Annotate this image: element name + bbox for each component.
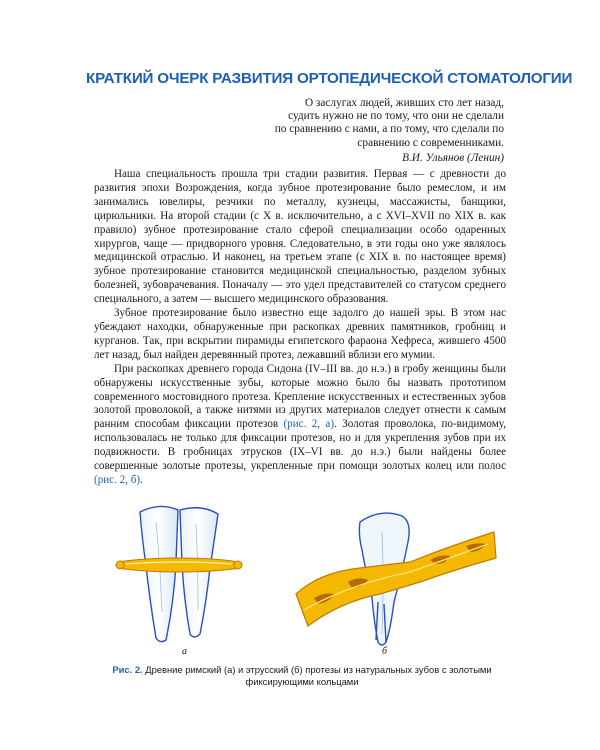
paragraph-text: Наша специальность прошла три стадии развития. Первая — с древности до развития эпохи Возрождения, когда зубное протезирование было ремеслом, и им занимались ювелиры, резчики по металлу, кузнецы, массажисты, банщики, цирюльники. На второй стадии (с X в. исключительно, а с XVI–XVII по XIX в. как правило) зубное протезирование стало сферой специализации особо одаренных хирургов, чаще — придворного уровня. Следовательно, в эти годы оно уже являлось медицинской отраслью. И наконец, на третьем этапе (с XIX в. по настоящее время) зубное протезирование становится медицинской специальностью, разделом зубных болезней, зубоврачевания. Поначалу — это удел представителей со статусом среднего специального, а затем — высшего медицинского образования. bbox=[94, 168, 506, 306]
paragraph-2 bbox=[94, 307, 506, 363]
epigraph-line: сравнению с современниками. bbox=[357, 136, 504, 149]
paragraph-text: . bbox=[140, 473, 143, 486]
caption-number: Рис. 2. bbox=[112, 664, 143, 675]
epigraph bbox=[204, 97, 504, 165]
paragraph-text: При раскопках древнего города Сидона (IV–III вв. до н.э.) в гробу женщины были обнаружены искусственные зубы, которые можно было бы назвать прототипом современного мостовидного протеза. Крепление искусственных и естественных зубов золотой проволокой, а также нитями из других материалов следует отнести к самым ранним способам фиксации протезов bbox=[94, 362, 506, 431]
paragraph-3 bbox=[94, 363, 506, 488]
roman-prosthesis-illustration bbox=[104, 502, 254, 652]
epigraph-line: по сравнению с нами, а по тому, что сделали по bbox=[274, 123, 504, 136]
epigraph-line: О заслугах людей, живших сто лет назад, bbox=[304, 97, 504, 109]
figure-label-a: а bbox=[182, 646, 187, 657]
paragraph-text: Зубное протезирование было известно еще задолго до нашей эры. В этом нас убеждают находки, обнаруженные при раскопках древних памятников, гробниц и курганов. Так, при вскрытии пирамиды египетского фараона Хефреса, жившего 4500 лет назад, был найден деревянный протез, лежавший вблизи его мумии. bbox=[94, 307, 506, 361]
tooth-left bbox=[140, 506, 178, 641]
caption-text: Древние римский (а) и этрусский (б) протезы из натуральных зубов с золотыми фиксирующими кольцами bbox=[142, 664, 492, 687]
figure-label-b: б bbox=[382, 646, 388, 657]
figure-reference-b[interactable]: (рис. 2, б) bbox=[94, 473, 141, 486]
figure-2 bbox=[94, 500, 506, 660]
figure-reference-a[interactable]: (рис. 2, а) bbox=[283, 418, 335, 431]
paragraph-1 bbox=[94, 168, 506, 307]
etruscan-prosthesis-illustration bbox=[290, 502, 500, 652]
figure-caption bbox=[92, 664, 512, 687]
epigraph-line: судить нужно не по тому, что они не сделали bbox=[288, 110, 504, 123]
page-title: КРАТКИЙ ОЧЕРК РАЗВИТИЯ ОРТОПЕДИЧЕСКОЙ СТОМАТОЛОГИИ bbox=[86, 70, 573, 87]
body-text bbox=[94, 168, 506, 488]
gold-wire bbox=[118, 558, 240, 572]
paragraph-text: . Золотая проволока, по-видимому, использовалась не только для фиксации протезов, но и для укрепления зубов при их подвижности. В гробницах этрусков (IX–VI вв. до н.э.) были найдены более совершенные золотые протезы, укрепленные при помощи золотых колец или полос bbox=[94, 418, 506, 473]
epigraph-author: В.И. Ульянов (Ленин) bbox=[402, 151, 504, 164]
